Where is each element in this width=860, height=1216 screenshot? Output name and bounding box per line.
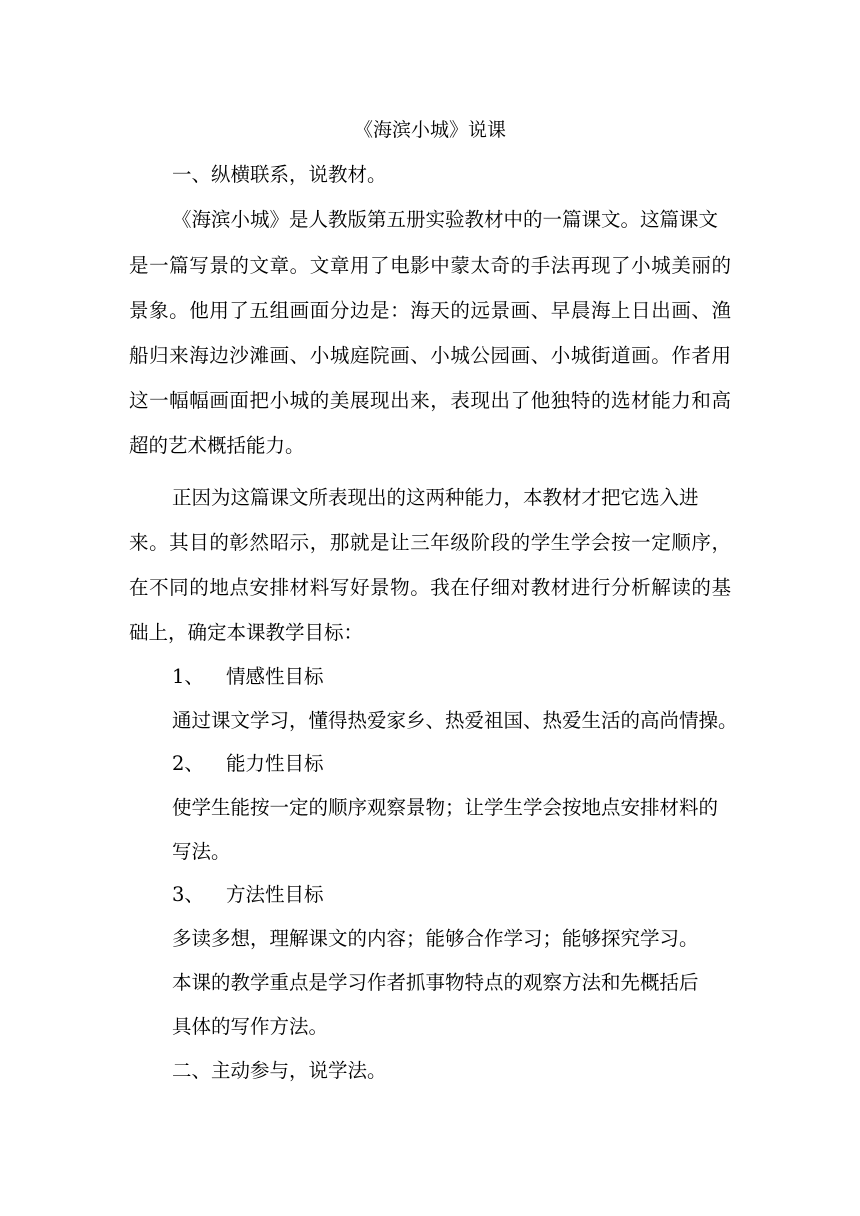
goal-title: 情感性目标: [226, 665, 324, 688]
goal-title: 方法性目标: [226, 883, 324, 906]
goal-description: 写法。: [172, 840, 231, 863]
document-title: 《海滨小城》说课: [353, 119, 506, 141]
paragraph-2-line: 来。其目的彰然昭示，那就是让三年级阶段的学生学会按一定顺序，: [129, 531, 731, 554]
paragraph-1-line: 船归来海边沙滩画、小城庭院画、小城公园画、小城街道画。作者用: [129, 344, 731, 367]
key-point-line: 具体的写作方法。: [172, 1015, 329, 1038]
goal-description: 使学生能按一定的顺序观察景物；让学生学会按地点安排材料的: [172, 796, 719, 819]
paragraph-1-line: 是一篇写景的文章。文章用了电影中蒙太奇的手法再现了小城美丽的: [129, 254, 731, 277]
paragraph-2-line: 础上，确定本课教学目标：: [129, 621, 364, 644]
key-point-line: 本课的教学重点是学习作者抓事物特点的观察方法和先概括后: [172, 971, 699, 994]
goal-heading: [172, 665, 774, 689]
goal-number: 1、: [172, 665, 204, 688]
paragraph-1-line: 景象。他用了五组画面分边是：海天的远景画、早晨海上日出画、渔: [129, 299, 731, 322]
goal-number: 3、: [172, 883, 204, 906]
goal-description: 通过课文学习，懂得热爱家乡、热爱祖国、热爱生活的高尚情操。: [172, 709, 738, 732]
paragraph-2-line: 在不同的地点安排材料写好景物。我在仔细对教材进行分析解读的基: [129, 576, 731, 599]
paragraph-1-line: 《海滨小城》是人教版第五册实验教材中的一篇课文。这篇课文: [172, 208, 719, 231]
paragraph-1-line: 超的艺术概括能力。: [129, 434, 305, 457]
goal-heading: [172, 883, 774, 907]
section-heading-2: 二、主动参与，说学法。: [172, 1059, 387, 1082]
paragraph-2-line: 正因为这篇课文所表现出的这两种能力，本教材才把它选入进: [172, 486, 699, 509]
goal-heading: [172, 752, 774, 776]
goal-description: 多读多想，理解课文的内容；能够合作学习；能够探究学习。: [172, 927, 699, 950]
paragraph-1-line: 这一幅幅画面把小城的美展现出来，表现出了他独特的选材能力和高: [129, 389, 731, 412]
section-heading-1: 一、纵横联系，说教材。: [172, 163, 387, 186]
goal-title: 能力性目标: [226, 752, 324, 775]
goal-number: 2、: [172, 752, 204, 775]
